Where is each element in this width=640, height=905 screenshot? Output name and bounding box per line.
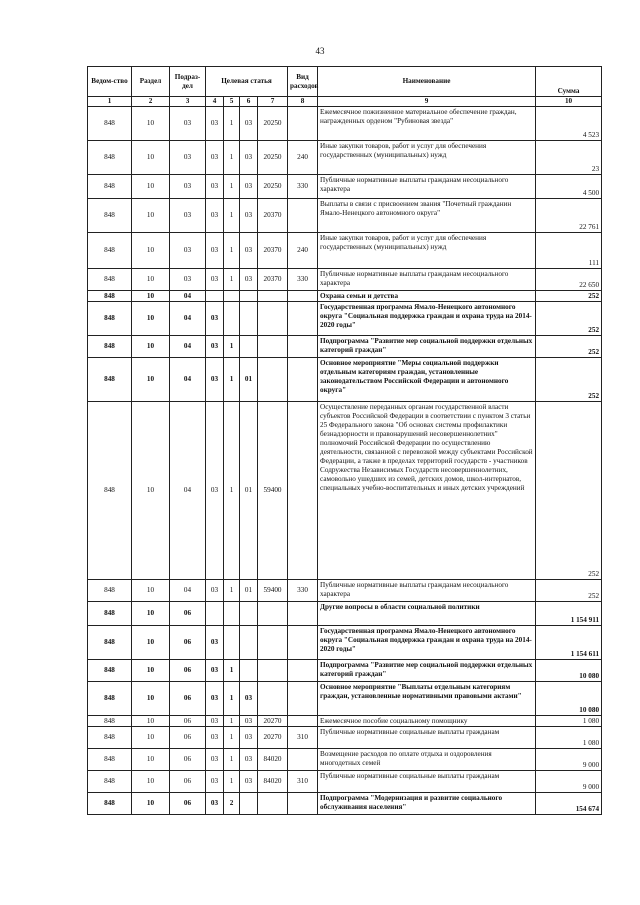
expense-type-cell — [288, 793, 318, 815]
target-subprogram-cell: 1 — [224, 402, 240, 580]
subsection-cell: 03 — [170, 269, 206, 291]
target-activity-cell: 03 — [240, 716, 258, 727]
name-cell: Иные закупки товаров, работ и услуг для обеспечения государственных (муниципальных) нужд — [318, 233, 536, 269]
index-cell: 7 — [258, 97, 288, 107]
table-row — [88, 727, 602, 749]
table-row — [88, 269, 602, 291]
target-subprogram-cell: 1 — [224, 336, 240, 358]
table-row — [88, 141, 602, 175]
sum-cell: 9 000 — [536, 749, 602, 771]
subsection-cell: 06 — [170, 727, 206, 749]
index-cell: 8 — [288, 97, 318, 107]
name-cell: Другие вопросы в области социальной политики — [318, 602, 536, 626]
dept-code-cell: 848 — [88, 580, 132, 602]
dept-code-cell: 848 — [88, 626, 132, 660]
expense-type-cell: 310 — [288, 771, 318, 793]
section-cell: 10 — [132, 626, 170, 660]
target-subprogram-cell: 1 — [224, 233, 240, 269]
target-program-cell: 03 — [206, 358, 224, 402]
subsection-cell: 06 — [170, 626, 206, 660]
section-cell: 10 — [132, 682, 170, 716]
index-cell: 3 — [170, 97, 206, 107]
name-cell: Выплаты в связи с присвоением звания "Почетный гражданин Ямало-Ненецкого автономного округа" — [318, 199, 536, 233]
target-program-cell: 03 — [206, 402, 224, 580]
target-program-cell: 03 — [206, 682, 224, 716]
target-direction-cell: 20270 — [258, 727, 288, 749]
table-row — [88, 771, 602, 793]
subsection-cell: 06 — [170, 749, 206, 771]
table-row — [88, 682, 602, 716]
target-direction-cell: 20370 — [258, 199, 288, 233]
target-program-cell: 03 — [206, 727, 224, 749]
table-row — [88, 358, 602, 402]
target-direction-cell — [258, 358, 288, 402]
dept-code-cell: 848 — [88, 141, 132, 175]
dept-code-cell: 848 — [88, 771, 132, 793]
target-direction-cell — [258, 302, 288, 336]
name-cell: Охрана семьи и детства — [318, 291, 536, 302]
expense-type-cell: 240 — [288, 141, 318, 175]
table-row — [88, 402, 602, 580]
target-direction-cell: 20250 — [258, 141, 288, 175]
target-program-cell: 03 — [206, 175, 224, 199]
expense-type-cell: 310 — [288, 727, 318, 749]
table-row — [88, 302, 602, 336]
expense-type-cell — [288, 358, 318, 402]
target-program-cell: 03 — [206, 141, 224, 175]
target-subprogram-cell: 1 — [224, 771, 240, 793]
subsection-cell: 03 — [170, 199, 206, 233]
expense-type-cell — [288, 716, 318, 727]
table-row — [88, 749, 602, 771]
dept-code-cell: 848 — [88, 291, 132, 302]
subsection-cell: 03 — [170, 233, 206, 269]
dept-code-cell: 848 — [88, 716, 132, 727]
section-cell: 10 — [132, 749, 170, 771]
subsection-cell: 03 — [170, 141, 206, 175]
header-target-article: Целевая статья — [206, 67, 288, 97]
sum-cell: 10 080 — [536, 682, 602, 716]
section-cell: 10 — [132, 141, 170, 175]
expense-type-cell — [288, 302, 318, 336]
name-cell: Ежемесячное пособие социальному помощнику — [318, 716, 536, 727]
subsection-cell: 06 — [170, 771, 206, 793]
expense-type-cell — [288, 749, 318, 771]
target-direction-cell — [258, 291, 288, 302]
section-cell: 10 — [132, 602, 170, 626]
name-cell: Возмещение расходов по оплате отдыха и оздоровления многодетных семей — [318, 749, 536, 771]
table-row — [88, 199, 602, 233]
target-direction-cell: 84020 — [258, 771, 288, 793]
target-subprogram-cell: 1 — [224, 727, 240, 749]
header-podrazdel: Подраз-дел — [170, 67, 206, 97]
expense-type-cell — [288, 660, 318, 682]
expense-type-cell — [288, 199, 318, 233]
target-direction-cell — [258, 793, 288, 815]
target-direction-cell — [258, 602, 288, 626]
index-cell: 10 — [536, 97, 602, 107]
subsection-cell: 06 — [170, 602, 206, 626]
sum-cell: 252 — [536, 358, 602, 402]
target-direction-cell — [258, 660, 288, 682]
target-program-cell: 03 — [206, 626, 224, 660]
section-cell: 10 — [132, 302, 170, 336]
target-subprogram-cell: 1 — [224, 716, 240, 727]
table-body — [88, 97, 602, 815]
target-activity-cell — [240, 302, 258, 336]
dept-code-cell: 848 — [88, 175, 132, 199]
subsection-cell: 06 — [170, 660, 206, 682]
target-activity-cell: 03 — [240, 107, 258, 141]
dept-code-cell: 848 — [88, 336, 132, 358]
header-row — [88, 67, 602, 97]
section-cell: 10 — [132, 716, 170, 727]
page-number: 43 — [315, 46, 325, 56]
section-cell: 10 — [132, 336, 170, 358]
sum-cell: 10 080 — [536, 660, 602, 682]
target-direction-cell — [258, 682, 288, 716]
dept-code-cell: 848 — [88, 682, 132, 716]
dept-code-cell: 848 — [88, 302, 132, 336]
subsection-cell: 04 — [170, 291, 206, 302]
subsection-cell: 04 — [170, 402, 206, 580]
target-activity-cell: 03 — [240, 682, 258, 716]
expense-type-cell — [288, 336, 318, 358]
subsection-cell: 03 — [170, 107, 206, 141]
target-subprogram-cell — [224, 602, 240, 626]
dept-code-cell: 848 — [88, 358, 132, 402]
table-row — [88, 660, 602, 682]
header-razdel: Раздел — [132, 67, 170, 97]
section-cell: 10 — [132, 199, 170, 233]
target-program-cell: 03 — [206, 771, 224, 793]
target-program-cell: 03 — [206, 302, 224, 336]
dept-code-cell: 848 — [88, 199, 132, 233]
name-cell: Публичные нормативные выплаты гражданам несоциального характера — [318, 269, 536, 291]
name-cell: Подпрограмма "Развитие мер социальной поддержки отдельных категорий граждан" — [318, 336, 536, 358]
budget-table — [87, 66, 602, 815]
dept-code-cell: 848 — [88, 402, 132, 580]
section-cell: 10 — [132, 291, 170, 302]
sum-cell: 111 — [536, 233, 602, 269]
target-direction-cell: 84020 — [258, 749, 288, 771]
sum-cell: 23 — [536, 141, 602, 175]
target-activity-cell: 03 — [240, 141, 258, 175]
dept-code-cell: 848 — [88, 233, 132, 269]
sum-cell: 1 154 611 — [536, 626, 602, 660]
target-subprogram-cell: 1 — [224, 749, 240, 771]
subsection-cell: 03 — [170, 175, 206, 199]
target-subprogram-cell: 1 — [224, 175, 240, 199]
target-subprogram-cell: 1 — [224, 141, 240, 175]
header-sum: Сумма — [536, 67, 602, 97]
target-program-cell: 03 — [206, 716, 224, 727]
section-cell: 10 — [132, 580, 170, 602]
section-cell: 10 — [132, 793, 170, 815]
target-direction-cell: 20270 — [258, 716, 288, 727]
section-cell: 10 — [132, 660, 170, 682]
target-activity-cell — [240, 793, 258, 815]
subsection-cell: 04 — [170, 358, 206, 402]
expense-type-cell — [288, 402, 318, 580]
expense-type-cell — [288, 107, 318, 141]
sum-cell: 22 761 — [536, 199, 602, 233]
name-cell: Ежемесячное пожизненное материальное обеспечение граждан, награжденных орденом "Рубиновая звезда" — [318, 107, 536, 141]
dept-code-cell: 848 — [88, 269, 132, 291]
header-name: Наименование — [318, 67, 536, 97]
section-cell: 10 — [132, 269, 170, 291]
table-row — [88, 291, 602, 302]
section-cell: 10 — [132, 727, 170, 749]
index-cell: 2 — [132, 97, 170, 107]
target-program-cell: 03 — [206, 107, 224, 141]
expense-type-cell — [288, 682, 318, 716]
table-row — [88, 233, 602, 269]
section-cell: 10 — [132, 175, 170, 199]
sum-cell: 252 — [536, 402, 602, 580]
sum-cell: 9 000 — [536, 771, 602, 793]
dept-code-cell: 848 — [88, 727, 132, 749]
target-activity-cell: 03 — [240, 727, 258, 749]
expense-type-cell: 330 — [288, 580, 318, 602]
target-activity-cell — [240, 291, 258, 302]
expense-type-cell — [288, 291, 318, 302]
target-activity-cell — [240, 336, 258, 358]
target-direction-cell: 59400 — [258, 402, 288, 580]
target-direction-cell: 59400 — [258, 580, 288, 602]
name-cell: Публичные нормативные социальные выплаты гражданам — [318, 771, 536, 793]
target-activity-cell: 03 — [240, 175, 258, 199]
subsection-cell: 06 — [170, 716, 206, 727]
dept-code-cell: 848 — [88, 107, 132, 141]
section-cell: 10 — [132, 107, 170, 141]
sum-cell: 1 080 — [536, 716, 602, 727]
sum-cell: 252 — [536, 291, 602, 302]
table-row — [88, 580, 602, 602]
sum-cell: 4 500 — [536, 175, 602, 199]
column-index-row — [88, 97, 602, 107]
target-program-cell: 03 — [206, 269, 224, 291]
target-program-cell: 03 — [206, 793, 224, 815]
expense-type-cell: 330 — [288, 175, 318, 199]
target-activity-cell: 01 — [240, 580, 258, 602]
name-cell: Подпрограмма "Развитие мер социальной поддержки отдельных категорий граждан" — [318, 660, 536, 682]
target-activity-cell — [240, 660, 258, 682]
target-program-cell: 03 — [206, 199, 224, 233]
name-cell: Основное мероприятие "Меры социальной поддержки отдельным категориям граждан, установленные законодательством Российской Федерации и автономного округа" — [318, 358, 536, 402]
subsection-cell: 06 — [170, 793, 206, 815]
target-direction-cell — [258, 626, 288, 660]
sum-cell: 1 080 — [536, 727, 602, 749]
index-cell: 9 — [318, 97, 536, 107]
expense-type-cell: 240 — [288, 233, 318, 269]
target-activity-cell: 01 — [240, 358, 258, 402]
index-cell: 1 — [88, 97, 132, 107]
table-row — [88, 793, 602, 815]
subsection-cell: 06 — [170, 682, 206, 716]
target-program-cell: 03 — [206, 580, 224, 602]
name-cell: Основное мероприятие "Выплаты отдельным категориям граждан, установленные нормативными правовыми актами" — [318, 682, 536, 716]
dept-code-cell: 848 — [88, 660, 132, 682]
table-row — [88, 716, 602, 727]
header-expense-type: Вид расходов — [288, 67, 318, 97]
target-direction-cell: 20250 — [258, 107, 288, 141]
section-cell: 10 — [132, 402, 170, 580]
section-cell: 10 — [132, 233, 170, 269]
name-cell: Государственная программа Ямало-Ненецкого автономного округа "Социальная поддержка граждан и охрана труда на 2014-2020 годы" — [318, 302, 536, 336]
sum-cell: 252 — [536, 302, 602, 336]
target-direction-cell — [258, 336, 288, 358]
subsection-cell: 04 — [170, 302, 206, 336]
expense-type-cell — [288, 602, 318, 626]
target-subprogram-cell — [224, 302, 240, 336]
name-cell: Иные закупки товаров, работ и услуг для обеспечения государственных (муниципальных) нужд — [318, 141, 536, 175]
name-cell: Осуществление переданных органам государственной власти субъектов Российской Федерации в соответствии с пунктом 3 статьи 25 Федерального закона "Об основах системы профилактики безнадзорности и правонарушений несовершеннолетних" полномочий Российской Федерации по осуществлению деятельности, связанной с перевозкой между субъектами Российской Федерации, а также в пределах территорий государств - участников Содружества Независимых Государств несовершеннолетних, самовольно ушедших из семей, детских домов, школ-интернатов, специальных учебно-воспитательных и иных детских учреждений — [318, 402, 536, 580]
expense-type-cell: 330 — [288, 269, 318, 291]
target-activity-cell: 03 — [240, 771, 258, 793]
name-cell: Подпрограмма "Модернизация и развитие социального обслуживания населения" — [318, 793, 536, 815]
target-direction-cell: 20370 — [258, 269, 288, 291]
target-activity-cell — [240, 626, 258, 660]
name-cell: Публичные нормативные социальные выплаты гражданам — [318, 727, 536, 749]
target-subprogram-cell — [224, 626, 240, 660]
target-subprogram-cell: 1 — [224, 269, 240, 291]
table-row — [88, 626, 602, 660]
subsection-cell: 04 — [170, 336, 206, 358]
name-cell: Публичные нормативные выплаты гражданам несоциального характера — [318, 580, 536, 602]
target-activity-cell: 03 — [240, 233, 258, 269]
target-direction-cell: 20370 — [258, 233, 288, 269]
dept-code-cell: 848 — [88, 749, 132, 771]
target-direction-cell: 20250 — [258, 175, 288, 199]
target-subprogram-cell: 1 — [224, 682, 240, 716]
index-cell: 6 — [240, 97, 258, 107]
target-subprogram-cell — [224, 291, 240, 302]
section-cell: 10 — [132, 771, 170, 793]
target-subprogram-cell: 1 — [224, 199, 240, 233]
subsection-cell: 04 — [170, 580, 206, 602]
target-activity-cell: 03 — [240, 269, 258, 291]
table-row — [88, 336, 602, 358]
sum-cell: 1 154 911 — [536, 602, 602, 626]
table-row — [88, 175, 602, 199]
target-activity-cell: 03 — [240, 749, 258, 771]
name-cell: Государственная программа Ямало-Ненецкого автономного округа "Социальная поддержка граждан и охрана труда на 2014-2020 годы" — [318, 626, 536, 660]
target-program-cell: 03 — [206, 749, 224, 771]
index-cell: 5 — [224, 97, 240, 107]
table-row — [88, 602, 602, 626]
target-activity-cell: 01 — [240, 402, 258, 580]
target-program-cell: 03 — [206, 233, 224, 269]
sum-cell: 252 — [536, 580, 602, 602]
target-activity-cell — [240, 602, 258, 626]
index-cell: 4 — [206, 97, 224, 107]
dept-code-cell: 848 — [88, 793, 132, 815]
section-cell: 10 — [132, 358, 170, 402]
target-program-cell: 03 — [206, 660, 224, 682]
target-program-cell — [206, 291, 224, 302]
name-cell: Публичные нормативные выплаты гражданам несоциального характера — [318, 175, 536, 199]
sum-cell: 4 523 — [536, 107, 602, 141]
expense-type-cell — [288, 626, 318, 660]
sum-cell: 22 650 — [536, 269, 602, 291]
sum-cell: 154 674 — [536, 793, 602, 815]
sum-cell: 252 — [536, 336, 602, 358]
target-subprogram-cell: 1 — [224, 580, 240, 602]
target-subprogram-cell: 1 — [224, 107, 240, 141]
header-vedomstvo: Ведом-ство — [88, 67, 132, 97]
target-subprogram-cell: 1 — [224, 660, 240, 682]
dept-code-cell: 848 — [88, 602, 132, 626]
target-activity-cell: 03 — [240, 199, 258, 233]
target-program-cell — [206, 602, 224, 626]
target-subprogram-cell: 2 — [224, 793, 240, 815]
target-subprogram-cell: 1 — [224, 358, 240, 402]
target-program-cell: 03 — [206, 336, 224, 358]
table-row — [88, 107, 602, 141]
